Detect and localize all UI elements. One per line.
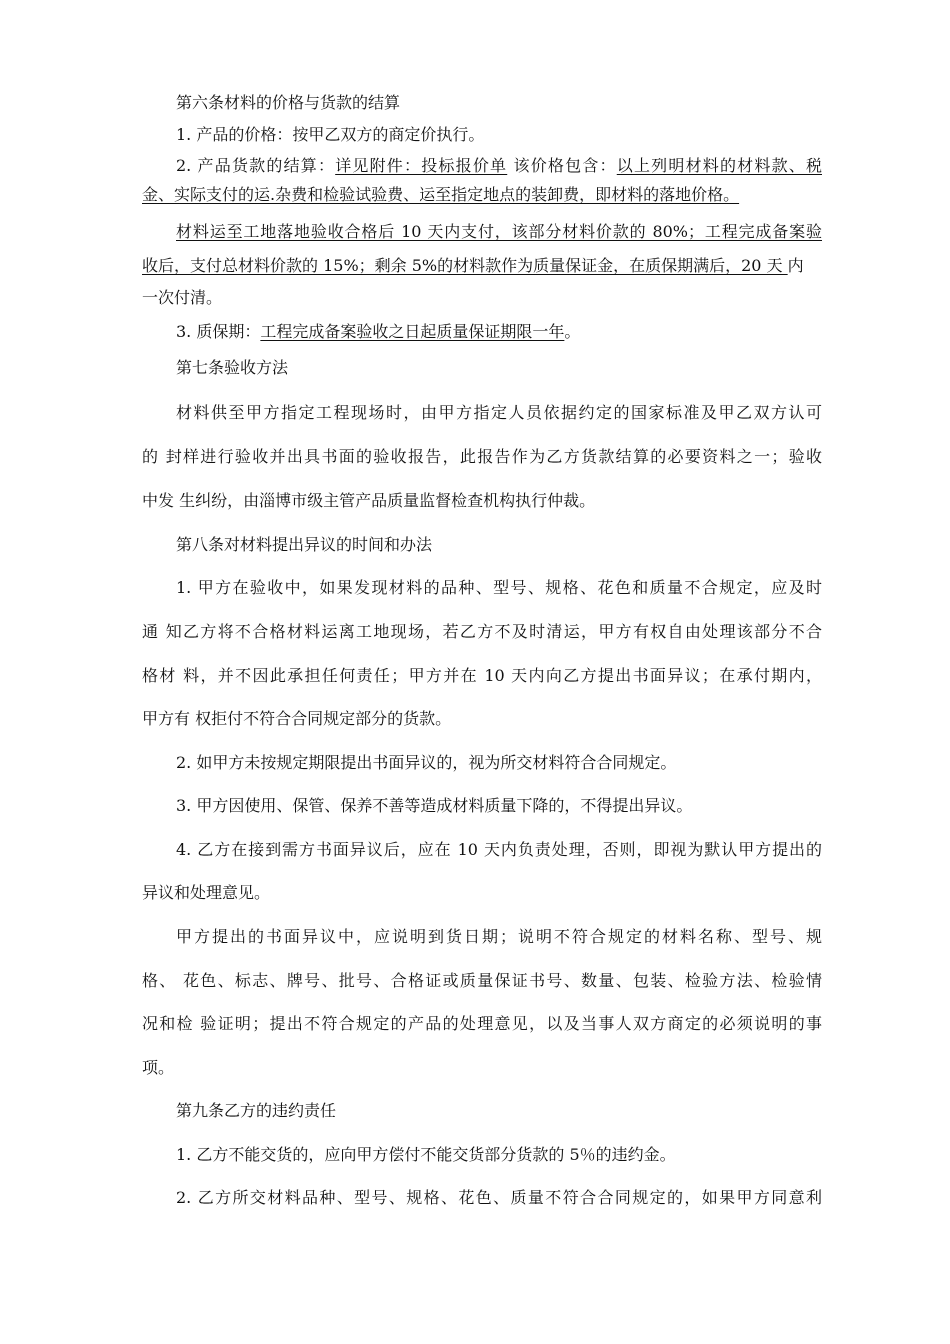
s8-para-5-line-4: 项。: [142, 1058, 175, 1077]
s6-item-3: [176, 322, 822, 342]
s6-item-2-content-cont: 金、实际支付的运.杂费和检验试验费、运至指定地点的装卸费，即材料的落地价格。: [142, 185, 740, 204]
s6-payment-line-1: [176, 222, 822, 242]
s6-item-2-attachment: 详见附件：投标报价单: [335, 156, 508, 175]
s6-payment-text-2: 收后，支付总材料价款的 15%；剩余 5%的材料款作为质量保证金，在质保期满后，20 天: [142, 256, 788, 275]
s6-item-3-prefix: 3. 质保期：: [176, 322, 261, 341]
s6-item-2-mid: 该价格包含：: [507, 156, 617, 175]
s8-para-5-line-2: 格、 花色、标志、牌号、批号、合格证或质量保证书号、数量、包装、检验方法、检验情: [142, 971, 822, 990]
s6-item-3-warranty: 工程完成备案验收之日起质量保证期限一年: [260, 322, 565, 341]
s6-item-2-line-1: [176, 156, 822, 176]
s8-item-4-line-1: 4. 乙方在接到需方书面异议后，应在 10 天内负责处理，否则，即视为默认甲方提出的: [176, 840, 822, 859]
s9-item-1: 1. 乙方不能交货的，应向甲方偿付不能交货部分货款的 5％的违约金。: [176, 1145, 676, 1164]
s6-payment-line-3: 一次付清。: [142, 288, 223, 307]
s6-payment-text-1: 材料运至工地落地验收合格后 10 天内支付，该部分材料价款的 80%；工程完成备案验: [176, 222, 822, 241]
s8-para-5-line-3: 况和检 验证明；提出不符合规定的产品的处理意见，以及当事人双方商定的必须说明的事: [142, 1014, 822, 1033]
s6-item-1: 1. 产品的价格：按甲乙双方的商定价执行。: [176, 125, 485, 144]
s6-payment-text-2-tail: 内: [787, 256, 804, 275]
section-8-title: 第八条对材料提出异议的时间和办法: [176, 535, 433, 554]
s8-para-5-line-1: 甲方提出的书面异议中，应说明到货日期；说明不符合规定的材料名称、型号、规: [176, 927, 822, 946]
s7-line-2: 的 封样进行验收并出具书面的验收报告，此报告作为乙方货款结算的必要资料之一；验收: [142, 447, 822, 466]
s8-item-2: 2. 如甲方未按规定期限提出书面异议的，视为所交材料符合合同规定。: [176, 753, 677, 772]
s8-item-3: 3. 甲方因使用、保管、保养不善等造成材料质量下降的，不得提出异议。: [176, 796, 693, 815]
s8-item-1-line-2: 通 知乙方将不合格材料运离工地现场，若乙方不及时清运，甲方有权自由处理该部分不合: [142, 622, 822, 641]
s8-item-1-line-4: 甲方有 权拒付不符合合同规定部分的货款。: [142, 709, 452, 728]
s6-payment-line-2: [142, 256, 822, 276]
s8-item-4-line-2: 异议和处理意见。: [142, 883, 271, 902]
section-7-title: 第七条验收方法: [176, 358, 289, 377]
s8-item-1-line-3: 格材 料，并不因此承担任何责任；甲方并在 10 天内向乙方提出书面异议；在承付期内，: [142, 666, 822, 685]
section-9-title: 第九条乙方的违约责任: [176, 1101, 337, 1120]
s6-item-2-content: 以上列明材料的材料款、税: [616, 156, 822, 175]
s8-item-1-line-1: 1. 甲方在验收中，如果发现材料的品种、型号、规格、花色和质量不合规定，应及时: [176, 578, 822, 597]
s6-item-2-prefix: 2. 产品货款的结算：: [176, 156, 336, 175]
s6-item-3-tail: 。: [564, 322, 581, 341]
section-6-title: 第六条材料的价格与货款的结算: [176, 93, 401, 112]
s6-item-2-line-2: [142, 185, 822, 205]
s7-line-3: 中发 生纠纷，由淄博市级主管产品质量监督检查机构执行仲裁。: [142, 491, 596, 510]
s7-line-1: 材料供至甲方指定工程现场时，由甲方指定人员依据约定的国家标准及甲乙双方认可: [176, 403, 822, 422]
s9-item-2: 2. 乙方所交材料品种、型号、规格、花色、质量不符合合同规定的，如果甲方同意利: [176, 1188, 822, 1207]
